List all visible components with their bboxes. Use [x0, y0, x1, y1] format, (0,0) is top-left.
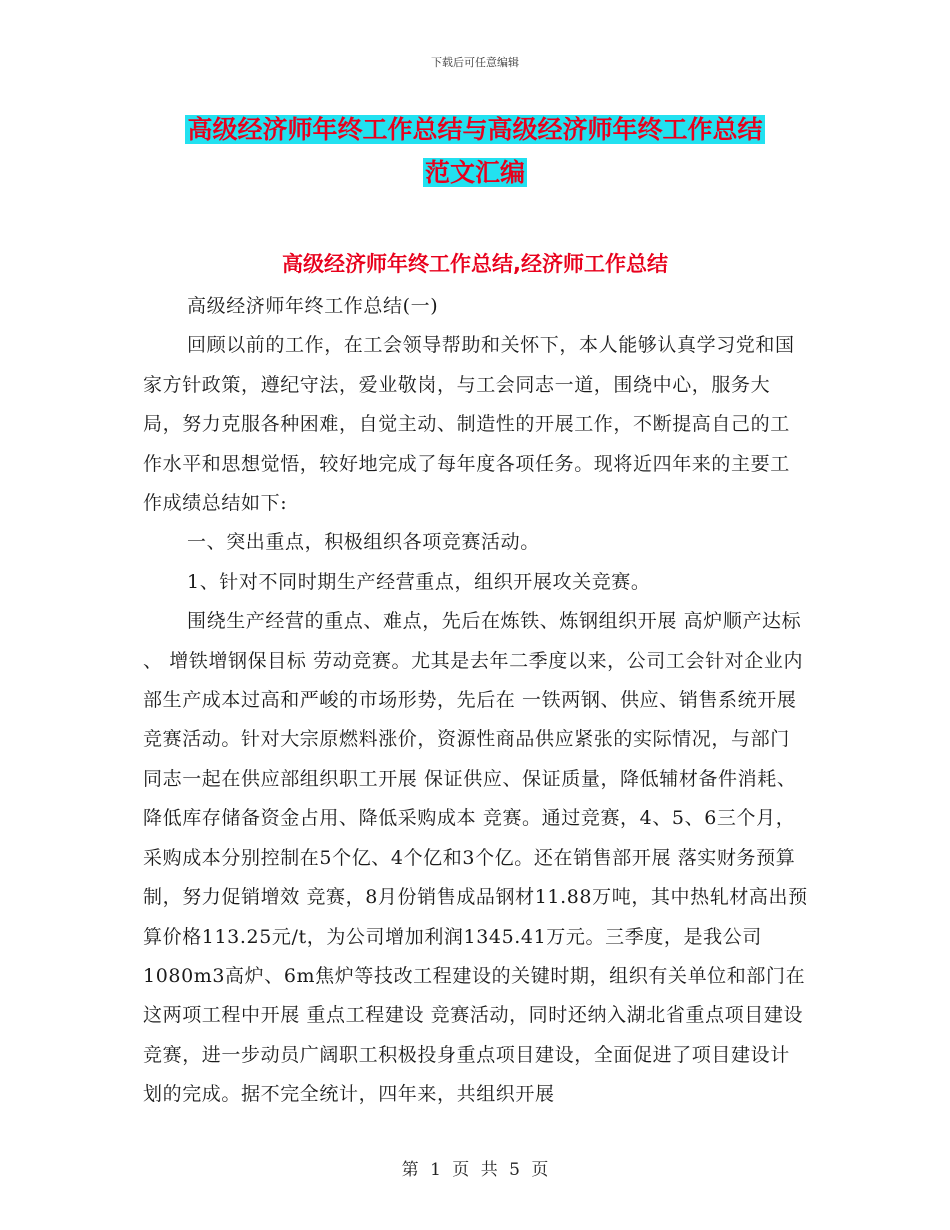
header-note: 下载后可任意编辑	[431, 56, 519, 69]
document-title-line-1	[0, 112, 950, 148]
section-heading: 一、突出重点，积极组织各项竞赛活动。	[187, 531, 540, 554]
document-title-text-2: 范文汇编	[424, 158, 525, 187]
document-title-line-2	[0, 155, 950, 191]
section-subtitle: 高级经济师年终工作总结,经济师工作总结	[282, 252, 668, 276]
paragraph: 回顾以前的工作，在工会领导帮助和关怀下，本人能够认真学习党和国家方针政策，遵纪守法，爱业敬岗，与工会同志一道，围绕中心，服务大局，努力克服各种困难，自觉主动、制造性的开展工作，不断提高自己的工作水平和思想觉悟，较好地完成了每年度各项任务。现将近四年来的主要工作成绩总结如下:	[143, 334, 795, 515]
paragraph-heading: 高级经济师年终工作总结(一)	[187, 295, 439, 317]
paragraph: 围绕生产经营的重点、难点，先后在炼铁、炼钢组织开展 高炉顺产达标 、 增铁增钢保目标 劳动竞赛。尤其是去年二季度以来，公司工会针对企业内部生产成本过高和严峻的市场形势，先后在 一铁两钢、供应、销售系统开展竞赛活动。针对大宗原燃料涨价，资源性商品供应紧张的实际情况，与部门同志一起在供应部组织职工开展 保证供应、保证质量，降低辅材备件消耗、降低库存储备资金占用、降低采购成本 竞赛。通过竞赛，4、5、6三个月，采购成本分别控制在5个亿、4个亿和3个亿。还在销售部开展 落实财务预算制，努力促销增效 竞赛，8月份销售成品钢材11.88万吨，其中热轧材高出预算价格113.25元/t，为公司增加利润1345.41万元。三季度，是我公司1080m3高炉、6m焦炉等技改工程建设的关键时期，组织有关单位和部门在这两项工程中开展 重点工程建设 竞赛活动，同时还纳入湖北省重点项目建设 竞赛，进一步动员广阔职工积极投身重点项目建设，全面促进了项目建设计划的完成。据不完全统计，四年来，共组织开展	[143, 610, 808, 1106]
document-body	[143, 287, 808, 1115]
page-number-footer: 第 1 页 共 5 页	[401, 1160, 549, 1180]
subsection-heading: 1、针对不同时期生产经营重点，组织开展攻关竞赛。	[187, 570, 651, 593]
document-title-text-1: 高级经济师年终工作总结与高级经济师年终工作总结	[187, 115, 763, 144]
